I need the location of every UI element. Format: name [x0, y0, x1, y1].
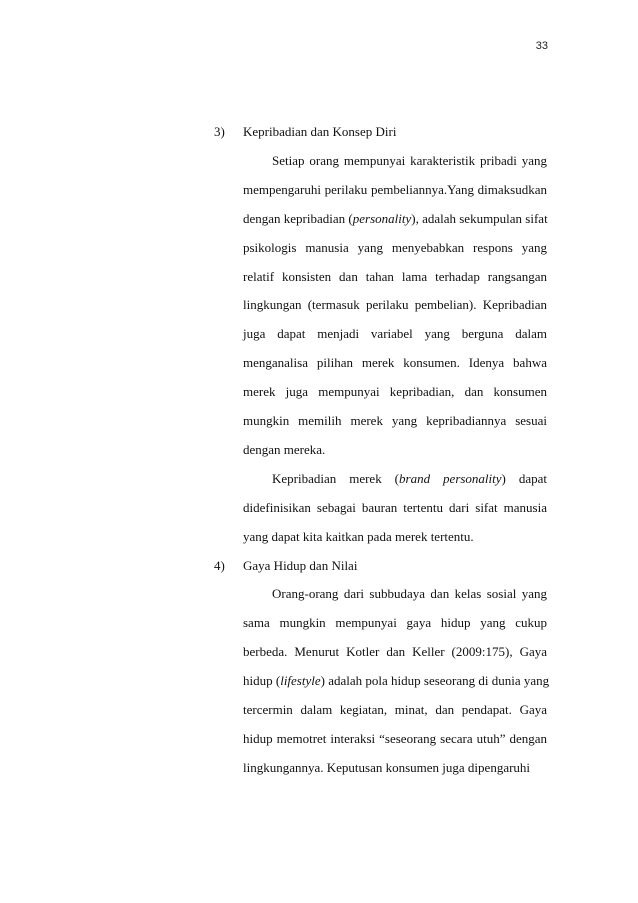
paragraph-line — [243, 182, 547, 198]
paragraph-line — [243, 644, 547, 660]
paragraph-line — [243, 297, 547, 313]
text-run: juga dapat menjadi variabel yang berguna dalam — [243, 326, 547, 342]
text-run: merek juga mempunyai kepribadian, dan konsumen — [243, 384, 547, 400]
paragraph-line — [243, 240, 547, 256]
paragraph-line — [243, 471, 547, 487]
text-run: hidup memotret interaksi “seseorang secara utuh” dengan — [243, 730, 547, 746]
text-run: mungkin memilih merek yang kepribadiannya sesuai — [243, 413, 547, 428]
text-run: ) adalah pola hidup seseorang di dunia yang — [320, 673, 550, 689]
paragraph-line — [243, 384, 547, 400]
italic-term: personality — [352, 210, 412, 226]
text-run: ) dapat — [501, 470, 548, 486]
text-run: dengan kepribadian ( — [243, 210, 353, 226]
text-run: psikologis manusia yang menyebabkan respons yang — [243, 239, 547, 255]
text-run: tercermin dalam kegiatan, minat, dan pendapat. Gaya — [243, 702, 547, 717]
text-run: relatif konsisten dan tahan lama terhadap rangsangan — [243, 268, 547, 284]
text-run: ), adalah sekumpulan sifat — [411, 210, 548, 226]
paragraph-line — [243, 760, 547, 776]
section-title: Kepribadian dan Konsep Diri — [243, 124, 397, 139]
italic-term: brand personality — [399, 470, 502, 486]
text-run: hidup ( — [243, 673, 281, 689]
paragraph-line — [243, 731, 547, 747]
text-run: didefinisikan sebagai bauran tertentu dari sifat manusia — [243, 499, 547, 515]
section-number: 4) — [214, 557, 225, 573]
paragraph-line — [243, 702, 547, 718]
paragraph-line — [243, 153, 547, 169]
paragraph-line — [243, 500, 547, 516]
paragraph-line — [243, 615, 547, 631]
paragraph-line — [243, 269, 547, 285]
text-run: sama mungkin mempunyai gaya hidup yang cukup — [243, 615, 547, 631]
text-run: Kepribadian merek ( — [272, 470, 400, 486]
paragraph-line — [243, 326, 547, 342]
text-run: berbeda. Menurut Kotler dan Keller (2009:175), Gaya — [243, 644, 547, 660]
paragraph-line — [243, 355, 547, 371]
text-run: dengan mereka. — [243, 441, 326, 457]
section-number: 3) — [214, 124, 225, 139]
paragraph-line — [243, 673, 550, 689]
text-run: yang dapat kita kaitkan pada merek tertentu. — [243, 528, 474, 544]
text-run: mempengaruhi perilaku pembeliannya.Yang dimaksudkan — [243, 181, 547, 197]
text-run: lingkungan (termasuk perilaku pembelian). Kepribadian — [243, 297, 547, 313]
paragraph-line — [243, 529, 547, 545]
section-title: Gaya Hidup dan Nilai — [243, 557, 358, 573]
paragraph-line — [243, 211, 547, 227]
text-run: Setiap orang mempunyai karakteristik pribadi yang — [272, 152, 547, 168]
text-run: menganalisa pilihan merek konsumen. Idenya bahwa — [243, 355, 547, 371]
paragraph-line — [243, 442, 547, 458]
paragraph-line — [243, 413, 547, 429]
italic-term: lifestyle — [280, 673, 321, 689]
text-run: lingkungannya. Keputusan konsumen juga dipengaruhi — [243, 759, 531, 775]
page-number: 33 — [535, 40, 548, 52]
paragraph-line — [243, 586, 547, 602]
text-run: Orang-orang dari subbudaya dan kelas sosial yang — [272, 586, 547, 602]
